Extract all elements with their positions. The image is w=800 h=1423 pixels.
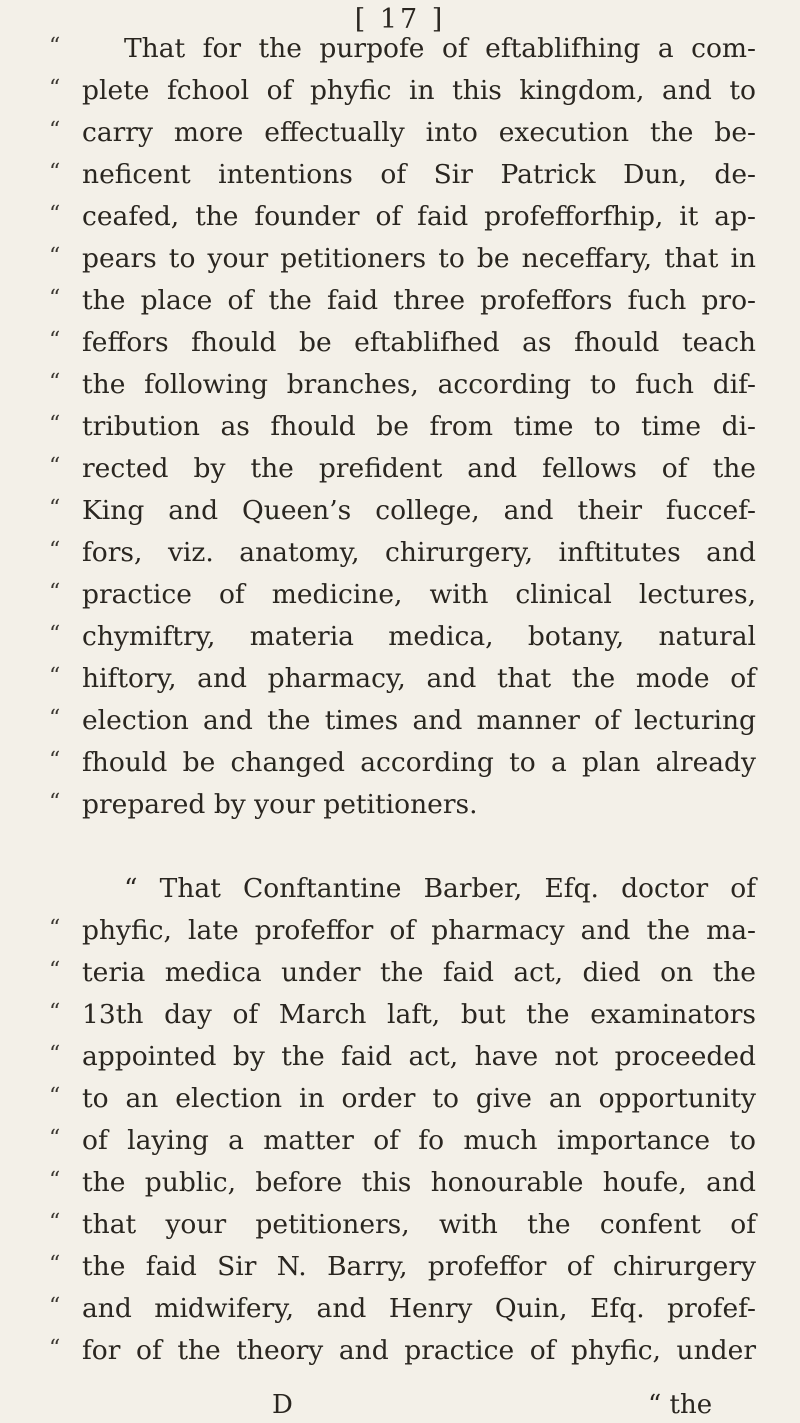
text-line	[49, 155, 756, 195]
text-line	[49, 281, 756, 321]
text-line	[49, 995, 756, 1035]
quote-mark: “	[49, 1252, 61, 1277]
line-text: appointed by the faid act, have not proceeded	[82, 1041, 756, 1072]
text-line	[49, 1247, 756, 1287]
text-line	[49, 1163, 756, 1203]
page-number: [ 17 ]	[354, 4, 446, 35]
text-line	[49, 701, 756, 741]
quote-mark: “	[49, 286, 61, 311]
quote-mark: “	[49, 916, 61, 941]
line-text: neficent intentions of Sir Patrick Dun, de-	[82, 159, 756, 190]
line-text: the public, before this honourable houfe, and	[82, 1167, 756, 1198]
quote-mark: “	[49, 748, 61, 773]
text-line	[49, 617, 756, 657]
quote-mark: “	[49, 76, 61, 101]
line-text: plete fchool of phyfic in this kingdom, and to	[82, 75, 756, 106]
line-text: practice of medicine, with clinical lectures,	[82, 579, 756, 610]
line-text: for of the theory and practice of phyfic, under	[82, 1335, 756, 1366]
text-line	[49, 449, 756, 489]
line-text: and midwifery, and Henry Quin, Efq. profef-	[82, 1293, 756, 1324]
text-line	[49, 239, 756, 279]
line-text: the place of the faid three profeffors fuch pro-	[82, 285, 756, 316]
text-line	[49, 533, 756, 573]
line-text: carry more effectually into execution the be-	[82, 117, 756, 148]
text-line	[49, 1079, 756, 1119]
quote-mark: “	[49, 370, 61, 395]
line-text: fors, viz. anatomy, chirurgery, inftitutes and	[82, 537, 756, 568]
quote-mark: “	[49, 1000, 61, 1025]
text-line	[49, 953, 756, 993]
quote-mark: “	[49, 160, 61, 185]
text-line	[49, 113, 756, 153]
quote-mark: “	[49, 1294, 61, 1319]
signature-mark: D	[272, 1390, 293, 1420]
line-text: hiftory, and pharmacy, and that the mode of	[82, 663, 756, 694]
line-text: King and Queen’s college, and their fuccef-	[82, 495, 756, 526]
quote-mark: “	[49, 34, 61, 59]
line-text: the following branches, according to fuch dif-	[82, 369, 756, 400]
text-line	[49, 911, 756, 951]
text-line	[49, 1289, 756, 1329]
quote-mark: “	[49, 790, 61, 815]
text-line	[49, 1121, 756, 1161]
text-line	[49, 29, 756, 69]
text-line	[49, 1331, 756, 1371]
line-text: the faid Sir N. Barry, profeffor of chirurgery	[82, 1251, 756, 1282]
text-line	[49, 659, 756, 699]
quote-mark: “	[49, 580, 61, 605]
line-text: That for the purpofe of eftablifhing a com-	[124, 33, 756, 64]
text-line	[49, 365, 756, 405]
quote-mark: “	[49, 244, 61, 269]
quote-mark: “	[49, 328, 61, 353]
text-line	[49, 407, 756, 447]
line-text: phyfic, late profeffor of pharmacy and the ma-	[82, 915, 756, 946]
line-text: rected by the prefident and fellows of the	[82, 453, 756, 484]
line-text: to an election in order to give an opportunity	[82, 1083, 756, 1114]
text-line	[49, 323, 756, 363]
quote-mark: “	[49, 1336, 61, 1361]
line-text: that your petitioners, with the confent of	[82, 1209, 756, 1240]
text-line	[49, 785, 756, 825]
quote-mark: “	[49, 496, 61, 521]
line-text: ceafed, the founder of faid profefforfhip, it ap-	[82, 201, 756, 232]
catchword: “ the	[648, 1390, 713, 1420]
text-line	[49, 197, 756, 237]
quote-mark: “	[49, 664, 61, 689]
line-text: chymiftry, materia medica, botany, natural	[82, 621, 756, 652]
text-line	[49, 491, 756, 531]
quote-mark: “	[49, 118, 61, 143]
quote-mark: “	[49, 958, 61, 983]
quote-mark: “	[49, 622, 61, 647]
line-text: 13th day of March laft, but the examinators	[82, 999, 756, 1030]
line-text: of laying a matter of fo much importance to	[82, 1125, 756, 1156]
text-line	[49, 1205, 756, 1245]
line-text: “ That Conftantine Barber, Efq. doctor of	[124, 873, 756, 904]
line-text: election and the times and manner of lecturing	[82, 705, 756, 736]
quote-mark: “	[49, 412, 61, 437]
line-text: feffors fhould be eftablifhed as fhould teach	[82, 327, 756, 358]
text-line	[49, 743, 756, 783]
line-text: fhould be changed according to a plan already	[82, 747, 756, 778]
quote-mark: “	[49, 538, 61, 563]
quote-mark: “	[49, 1084, 61, 1109]
quote-mark: “	[49, 1210, 61, 1235]
quote-mark: “	[49, 202, 61, 227]
quote-mark: “	[49, 454, 61, 479]
line-text: teria medica under the faid act, died on the	[82, 957, 756, 988]
text-line	[82, 869, 756, 909]
quote-mark: “	[49, 706, 61, 731]
text-line	[49, 71, 756, 111]
line-text: prepared by your petitioners.	[82, 789, 478, 820]
quote-mark: “	[49, 1042, 61, 1067]
quote-mark: “	[49, 1168, 61, 1193]
quote-mark: “	[49, 1126, 61, 1151]
line-text: tribution as fhould be from time to time di-	[82, 411, 756, 442]
text-line	[49, 1037, 756, 1077]
line-text: pears to your petitioners to be neceffary, that in	[82, 243, 756, 274]
text-line	[49, 575, 756, 615]
